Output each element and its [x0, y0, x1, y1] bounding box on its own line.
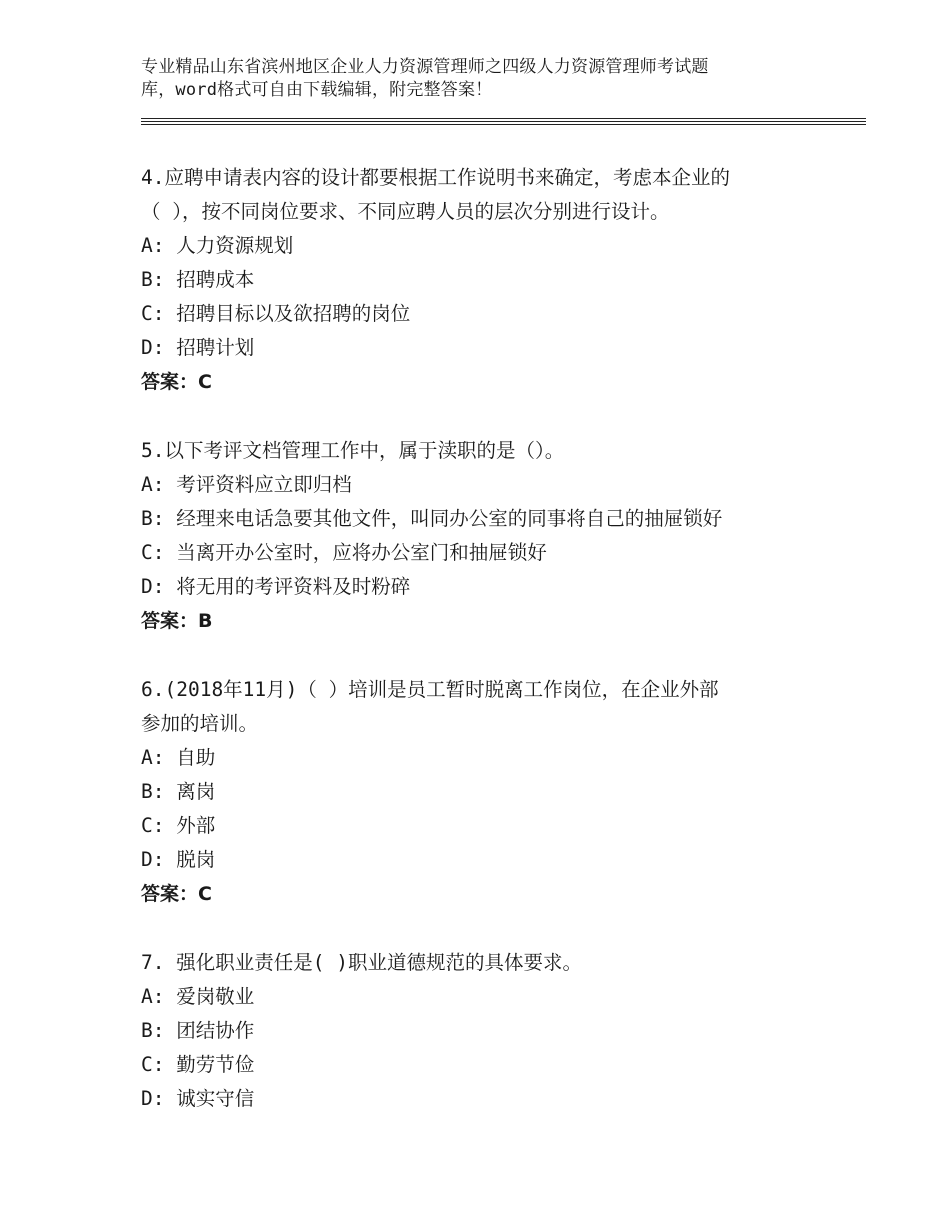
- option-a: A: 人力资源规划: [141, 234, 294, 257]
- option-b: B: 离岗: [141, 780, 216, 803]
- option-c: C: 外部: [141, 814, 216, 837]
- question-stem: 5.以下考评文档管理工作中，属于渎职的是（）。: [141, 439, 565, 462]
- header-line-2: 库，word格式可自由下载编辑，附完整答案！: [141, 80, 493, 100]
- option-b: B: 招聘成本: [141, 268, 255, 291]
- question-6: [141, 673, 841, 911]
- header-line-1: 专业精品山东省滨州地区企业人力资源管理师之四级人力资源管理师考试题: [141, 57, 709, 77]
- document-header: [141, 56, 781, 102]
- question-stem: （ ），按不同岗位要求、不同应聘人员的层次分别进行设计。: [141, 200, 670, 223]
- header-rule: [141, 121, 866, 122]
- option-b: B: 团结协作: [141, 1019, 255, 1042]
- question-stem: 参加的培训。: [141, 712, 259, 735]
- question-5: [141, 434, 841, 638]
- option-c: C: 勤劳节俭: [141, 1053, 255, 1076]
- option-a: A: 考评资料应立即归档: [141, 473, 352, 496]
- option-c: C: 招聘目标以及欲招聘的岗位: [141, 302, 411, 325]
- answer: 答案：C: [141, 883, 212, 905]
- header-rule: [141, 124, 866, 125]
- option-d: D: 诚实守信: [141, 1087, 255, 1110]
- question-stem: 6.(2018年11月)（ ）培训是员工暂时脱离工作岗位，在企业外部: [141, 678, 719, 701]
- option-a: A: 自助: [141, 746, 216, 769]
- option-d: D: 招聘计划: [141, 336, 255, 359]
- answer: 答案：C: [141, 371, 212, 393]
- option-c: C: 当离开办公室时，应将办公室门和抽屉锁好: [141, 541, 547, 564]
- question-stem: 4.应聘申请表内容的设计都要根据工作说明书来确定，考虑本企业的: [141, 166, 730, 189]
- header-rule: [141, 118, 866, 119]
- answer: 答案：B: [141, 610, 213, 632]
- question-4: [141, 161, 841, 399]
- option-a: A: 爱岗敬业: [141, 985, 255, 1008]
- option-b: B: 经理来电话急要其他文件，叫同办公室的同事将自己的抽屉锁好: [141, 507, 723, 530]
- option-d: D: 将无用的考评资料及时粉碎: [141, 575, 411, 598]
- question-7: [141, 946, 841, 1116]
- option-d: D: 脱岗: [141, 848, 216, 871]
- question-stem: 7. 强化职业责任是( )职业道德规范的具体要求。: [141, 951, 582, 974]
